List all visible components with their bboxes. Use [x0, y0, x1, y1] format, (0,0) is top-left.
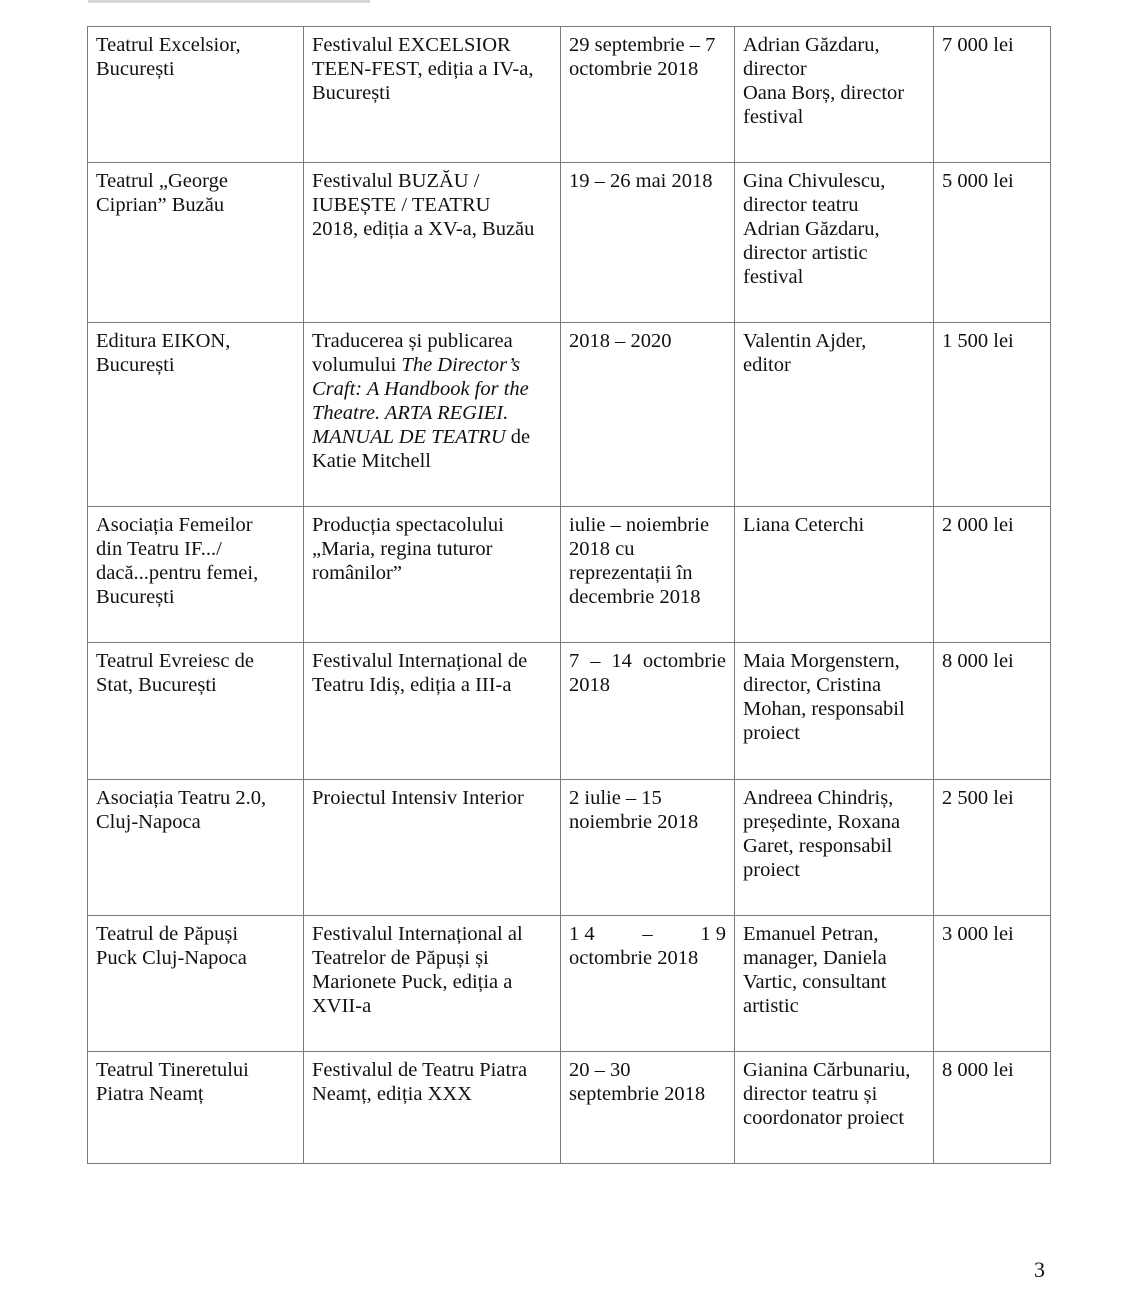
responsible-cell: Adrian Găzdaru, director Oana Borș, director festival	[735, 27, 934, 163]
amount-cell: 2 500 lei	[934, 780, 1051, 916]
table-row	[88, 916, 1051, 1052]
period-cell: 7 – 14 octombrie 2018	[561, 643, 735, 780]
period-cell: 2 iulie – 15 noiembrie 2018	[561, 780, 735, 916]
responsible-cell: Liana Ceterchi	[735, 507, 934, 643]
table-row	[88, 780, 1051, 916]
amount-cell: 1 500 lei	[934, 323, 1051, 507]
amount-cell: 7 000 lei	[934, 27, 1051, 163]
responsible-cell: Maia Morgenstern, director, Cristina Mohan, responsabil proiect	[735, 643, 934, 780]
institution-cell: Asociația Femeilor din Teatru IF.../ dacă...pentru femei, București	[88, 507, 304, 643]
table-row	[88, 27, 1051, 163]
project-cell: Festivalul Internațional de Teatru Idiș, ediția a III-a	[304, 643, 561, 780]
responsible-cell: Valentin Ajder, editor	[735, 323, 934, 507]
institution-cell: Teatrul de Păpuși Puck Cluj-Napoca	[88, 916, 304, 1052]
period-cell: 20 – 30 septembrie 2018	[561, 1052, 735, 1164]
amount-cell: 3 000 lei	[934, 916, 1051, 1052]
responsible-cell: Gianina Cărbunariu, director teatru și coordonator proiect	[735, 1052, 934, 1164]
period-cell: 19 – 26 mai 2018	[561, 163, 735, 323]
amount-cell: 5 000 lei	[934, 163, 1051, 323]
project-cell: Festivalul de Teatru Piatra Neamț, ediția XXX	[304, 1052, 561, 1164]
institution-cell: Teatrul Tineretului Piatra Neamț	[88, 1052, 304, 1164]
project-cell: Festivalul BUZĂU / IUBEȘTE / TEATRU 2018, ediția a XV-a, Buzău	[304, 163, 561, 323]
period-cell: 2018 – 2020	[561, 323, 735, 507]
responsible-cell: Emanuel Petran, manager, Daniela Vartic, consultant artistic	[735, 916, 934, 1052]
period-cell: 29 septembrie – 7 octombrie 2018	[561, 27, 735, 163]
period-cell: iulie – noiembrie 2018 cu reprezentații în decembrie 2018	[561, 507, 735, 643]
project-cell: Producția spectacolului „Maria, regina tuturor românilor”	[304, 507, 561, 643]
amount-cell: 2 000 lei	[934, 507, 1051, 643]
grants-table	[87, 26, 1051, 1164]
period-spaced-line: 7 – 14 octombrie	[569, 650, 726, 672]
table-row	[88, 643, 1051, 780]
institution-cell: Teatrul „George Ciprian” Buzău	[88, 163, 304, 323]
institution-cell: Editura EIKON, București	[88, 323, 304, 507]
institution-cell: Teatrul Evreiesc de Stat, București	[88, 643, 304, 780]
project-cell: Traducerea și publicarea volumului The Director’s Craft: A Handbook for the Theatre. ARTA REGIEI. MANUAL DE TEATRU de Katie Mitchell	[304, 323, 561, 507]
responsible-cell: Gina Chivulescu, director teatru Adrian Găzdaru, director artistic festival	[735, 163, 934, 323]
page-number: 3	[1034, 1257, 1045, 1282]
table-row	[88, 507, 1051, 643]
period-spaced-line: 1 4 – 1 9	[569, 923, 726, 945]
amount-cell: 8 000 lei	[934, 1052, 1051, 1164]
project-line: volumului The Director’s	[312, 354, 521, 376]
table-row	[88, 163, 1051, 323]
amount-cell: 8 000 lei	[934, 643, 1051, 780]
institution-cell: Asociația Teatru 2.0, Cluj-Napoca	[88, 780, 304, 916]
project-cell: Proiectul Intensiv Interior	[304, 780, 561, 916]
project-line: MANUAL DE TEATRU de	[312, 426, 531, 448]
project-cell: Festivalul EXCELSIOR TEEN-FEST, ediția a IV-a, București	[304, 27, 561, 163]
table-row	[88, 1052, 1051, 1164]
previous-text-fragment	[88, 0, 370, 6]
table-row	[88, 323, 1051, 507]
period-cell: 1 4 – 1 9 octombrie 2018	[561, 916, 735, 1052]
project-cell: Festivalul Internațional al Teatrelor de Păpuși și Marionete Puck, ediția a XVII-a	[304, 916, 561, 1052]
institution-cell: Teatrul Excelsior, București	[88, 27, 304, 163]
responsible-cell: Andreea Chindriș, președinte, Roxana Garet, responsabil proiect	[735, 780, 934, 916]
